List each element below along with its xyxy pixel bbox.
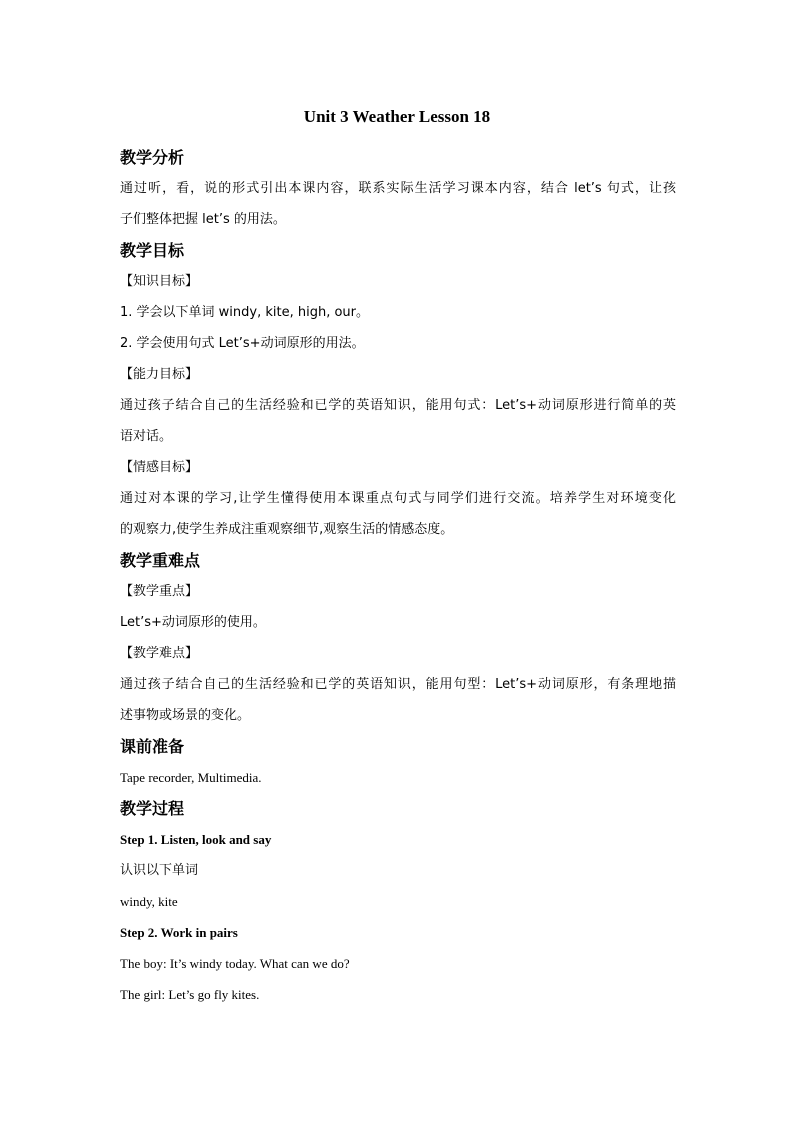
step-1-line-1: 认识以下单词: [120, 863, 199, 878]
step-2-line-1: The boy: It’s windy today. What can we do?: [120, 956, 350, 971]
ability-goal-label: 【能力目标】: [120, 367, 199, 382]
analysis-line-2: 子们整体把握 let’s 的用法。: [120, 212, 286, 227]
emotion-goal-line-2: 的观察力,使学生养成注重观察细节,观察生活的情感态度。: [120, 522, 454, 537]
prep-text: Tape recorder, Multimedia.: [120, 770, 262, 785]
section-heading-goals: 教学目标: [120, 241, 185, 260]
teaching-difficulty-line-2: 述事物或场景的变化。: [120, 708, 251, 723]
analysis-line-1: 通过听，看，说的形式引出本课内容，联系实际生活学习课本内容，结合 let’s 句式，让孩: [120, 181, 676, 196]
document-title: Unit 3 Weather Lesson 18: [303, 107, 491, 126]
section-heading-analysis: 教学分析: [120, 148, 185, 167]
teaching-difficulty-line-1: 通过孩子结合自己的生活经验和已学的英语知识，能用句型：Let’s+动词原形，有条理地描: [120, 677, 676, 692]
knowledge-goal-item-2: 2. 学会使用句式 Let’s+动词原形的用法。: [120, 336, 365, 351]
emotion-goal-label: 【情感目标】: [120, 460, 199, 475]
step-1-title: Step 1. Listen, look and say: [120, 832, 272, 847]
section-heading-key-points: 教学重难点: [120, 551, 201, 570]
knowledge-goal-item-1: 1. 学会以下单词 windy, kite, high, our。: [120, 305, 370, 320]
teaching-focus-text: Let’s+动词原形的使用。: [120, 615, 266, 630]
section-heading-prep: 课前准备: [120, 737, 185, 756]
step-2-line-2: The girl: Let’s go fly kites.: [120, 987, 260, 1002]
step-1-line-2: windy, kite: [120, 894, 178, 909]
document-body: [120, 142, 676, 1010]
teaching-focus-label: 【教学重点】: [120, 584, 199, 599]
step-2-title: Step 2. Work in pairs: [120, 925, 238, 940]
ability-goal-line-1: 通过孩子结合自己的生活经验和已学的英语知识，能用句式：Let’s+动词原形进行简单的英: [120, 398, 676, 413]
knowledge-goal-label: 【知识目标】: [120, 274, 199, 289]
teaching-difficulty-label: 【教学难点】: [120, 646, 199, 661]
section-heading-process: 教学过程: [120, 799, 185, 818]
emotion-goal-line-1: 通过对本课的学习,让学生懂得使用本课重点句式与同学们进行交流。培养学生对环境变化: [120, 491, 676, 506]
ability-goal-line-2: 语对话。: [120, 429, 173, 444]
